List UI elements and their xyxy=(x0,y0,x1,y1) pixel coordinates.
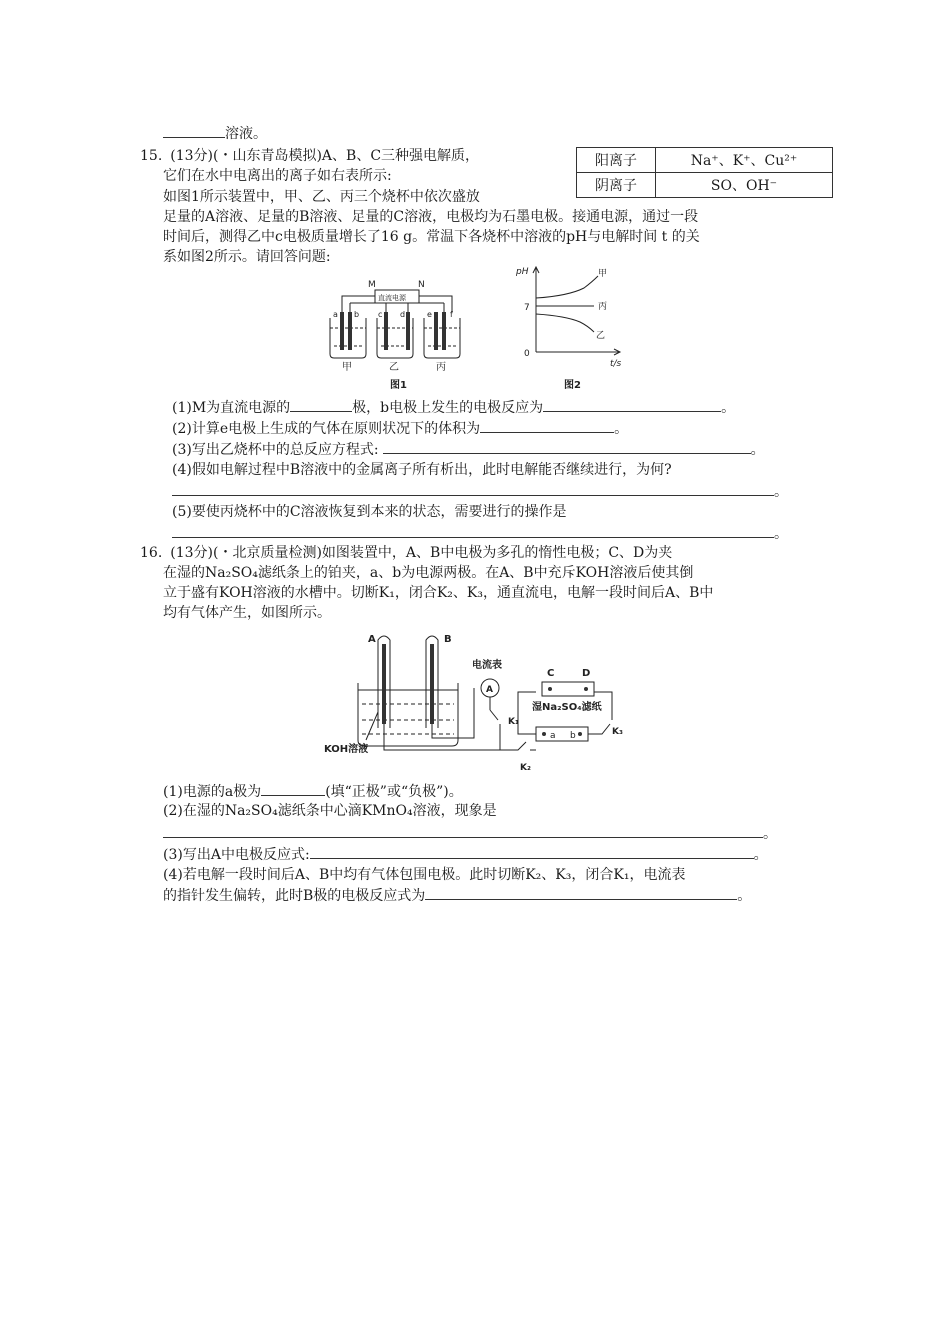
answer-blank[interactable] xyxy=(261,782,325,796)
table-row xyxy=(577,148,833,173)
answer-blank[interactable] xyxy=(172,524,774,538)
label-yi: 乙 xyxy=(389,362,399,373)
period: 。 xyxy=(753,847,768,863)
subquestion-text: (3)写出乙烧杯中的总反应方程式: xyxy=(172,442,379,458)
label-m: M xyxy=(368,280,376,290)
y-axis-label: pH xyxy=(516,267,529,277)
figure-1-caption: 图1 xyxy=(390,380,407,391)
q15-sub-5-answer xyxy=(172,524,788,543)
period: 。 xyxy=(721,400,736,416)
period: 。 xyxy=(750,442,765,458)
label-bing: 丙 xyxy=(436,362,446,373)
q16-sub-2-answer xyxy=(163,824,777,843)
table-header-cell: 阳离子 xyxy=(577,148,656,173)
switch-k1[interactable] xyxy=(490,710,498,720)
electrode-d xyxy=(406,312,410,350)
answer-blank[interactable] xyxy=(543,398,721,412)
q16-intro-text: 均有气体产生，如图所示。 xyxy=(163,605,331,621)
label-tube-b: B xyxy=(444,634,452,645)
electrode-e xyxy=(434,312,438,350)
switch-k3[interactable] xyxy=(588,724,610,734)
electrode-c xyxy=(384,312,388,350)
electrode-b xyxy=(348,312,352,350)
label-k2: K₂ xyxy=(520,763,531,773)
tick-7: 7 xyxy=(524,303,530,313)
q16-intro-text: 在湿的Na₂SO₄滤纸条上的铂夹，a、b为电源两极。在A、B中充斥KOH溶液后使其倒 xyxy=(163,565,694,581)
figure-2-chart xyxy=(508,262,638,394)
tick-0: 0 xyxy=(524,349,530,359)
q15-intro-text: 时间后，测得乙中c电极质量增长了16 g。常温下各烧杯中溶液的pH与电解时间 t 的关 xyxy=(163,229,700,245)
table-cell: Na⁺、K⁺、Cu²⁺ xyxy=(656,148,833,173)
answer-blank[interactable] xyxy=(172,482,774,496)
electrode-f xyxy=(442,312,446,350)
prev-answer-line xyxy=(163,124,267,143)
q15-intro-text: 足量的A溶液、足量的B溶液、足量的C溶液，电极均为石墨电极。接通电源，通过一段 xyxy=(163,209,699,225)
q15-sub-3 xyxy=(172,440,765,459)
electrode-a xyxy=(340,312,344,350)
q15-sub-5: (5)要使丙烧杯中的C溶液恢复到本来的状态，需要进行的操作是 xyxy=(172,504,567,520)
switch-k2[interactable] xyxy=(500,742,526,750)
subquestion-text: (1)电源的a极为 xyxy=(163,784,262,800)
label-n: N xyxy=(418,280,425,290)
question-number: 15. xyxy=(140,148,163,164)
subquestion-text: (3)写出A中电极反应式: xyxy=(163,847,310,863)
question-number: 16. xyxy=(140,545,163,561)
series-label-jia: 甲 xyxy=(598,269,608,279)
subquestion-text: 的指针发生偏转，此时B极的电极反应式为 xyxy=(163,888,426,904)
series-label-yi: 乙 xyxy=(596,331,606,341)
q15-sub-2 xyxy=(172,419,628,438)
koh-label: KOH溶液 xyxy=(324,744,369,755)
q15-line-1 xyxy=(140,147,479,165)
clip-c xyxy=(548,687,552,691)
label-d: D xyxy=(582,668,591,679)
q15-sub-1 xyxy=(172,398,735,417)
fragment-text: 溶液。 xyxy=(225,126,267,142)
label-b: b xyxy=(354,310,360,319)
electrode-b-tube xyxy=(430,644,434,724)
subquestion-text: 极，b电极上发生的电极反应为 xyxy=(352,400,544,416)
period: 。 xyxy=(614,421,629,437)
q16-intro-text: 立于盛有KOH溶液的水槽中。切断K₁，闭合K₂、K₃，通直流电，电解一段时间后A、B中 xyxy=(163,585,714,601)
label-k1: K₁ xyxy=(508,717,519,727)
subquestion-text: (1)M为直流电源的 xyxy=(172,400,291,416)
answer-blank[interactable] xyxy=(163,824,763,838)
q16-sub-3 xyxy=(163,845,768,864)
label-e: e xyxy=(427,310,432,319)
period: 。 xyxy=(774,526,788,542)
q15-intro-text: 如图1所示装置中，甲、乙、丙三个烧杯中依次盛放 xyxy=(163,189,480,205)
q15-intro-text: 它们在水中电离出的离子如右表所示: xyxy=(163,168,392,184)
q15-sub-4-answer xyxy=(172,482,788,501)
q16-intro-text: (13分)(・北京质量检测)如图装置中，A、B中电极为多孔的惰性电极；C、D为夹 xyxy=(170,545,673,561)
q16-apparatus-diagram xyxy=(322,628,632,778)
ammeter-label: 电流表 xyxy=(472,660,502,671)
power-label: 直流电源 xyxy=(378,294,406,302)
curve-jia xyxy=(536,276,598,298)
ammeter-symbol: A xyxy=(486,685,493,695)
subquestion-text: (2)计算e电极上生成的气体在原则状况下的体积为 xyxy=(172,421,481,437)
q16-sub-2: (2)在湿的Na₂SO₄滤纸条中心滴KMnO₄溶液，现象是 xyxy=(163,803,497,819)
answer-blank[interactable] xyxy=(310,845,754,859)
table-cell: SO、OH⁻ xyxy=(656,173,833,198)
q15-sub-4: (4)假如电解过程中B溶液中的金属离子所有析出，此时电解能否继续进行，为何? xyxy=(172,462,672,478)
label-c: c xyxy=(378,310,383,319)
figure-2-caption: 图2 xyxy=(564,380,581,391)
label-c: C xyxy=(547,668,555,679)
label-a: a xyxy=(333,310,338,319)
electrode-a-tube xyxy=(382,644,386,724)
subquestion-text: (填“正极”或“负极”)。 xyxy=(325,784,463,800)
label-pole-b: b xyxy=(570,731,576,741)
label-d: d xyxy=(400,310,406,319)
clip-d xyxy=(584,687,588,691)
answer-blank[interactable] xyxy=(383,440,751,454)
figure-1-diagram xyxy=(320,276,480,394)
q16-sub-1 xyxy=(163,782,463,801)
label-tube-a: A xyxy=(368,634,376,645)
period: 。 xyxy=(763,826,777,842)
koh-trough xyxy=(358,683,458,746)
curve-yi xyxy=(536,314,594,332)
q15-intro-text: 系如图2所示。请回答问题: xyxy=(163,249,331,265)
label-jia: 甲 xyxy=(342,362,352,373)
answer-blank[interactable] xyxy=(290,398,352,412)
q15-intro-text: (13分)(・山东青岛模拟)A、B、C三种强电解质， xyxy=(170,148,480,164)
series-label-bing: 丙 xyxy=(598,302,608,312)
table-header-cell: 阴离子 xyxy=(577,173,656,198)
q16-sub-4-line-2 xyxy=(163,886,751,905)
x-axis-label: t/s xyxy=(610,359,622,369)
q16-line-1 xyxy=(140,544,672,562)
filter-paper-label: 湿Na₂SO₄滤纸 xyxy=(532,702,602,713)
ion-table xyxy=(576,147,833,198)
answer-blank[interactable] xyxy=(480,419,614,433)
answer-blank[interactable] xyxy=(425,886,737,900)
period: 。 xyxy=(774,484,788,500)
label-k3: K₃ xyxy=(612,727,623,737)
answer-blank[interactable] xyxy=(163,124,225,138)
period: 。 xyxy=(737,888,752,904)
label-pole-a: a xyxy=(550,731,556,741)
label-f: f xyxy=(450,310,453,319)
q16-sub-4: (4)若电解一段时间后A、B中均有气体包围电极。此时切断K₂、K₃，闭合K₁，电流表 xyxy=(163,867,686,883)
table-row xyxy=(577,173,833,198)
